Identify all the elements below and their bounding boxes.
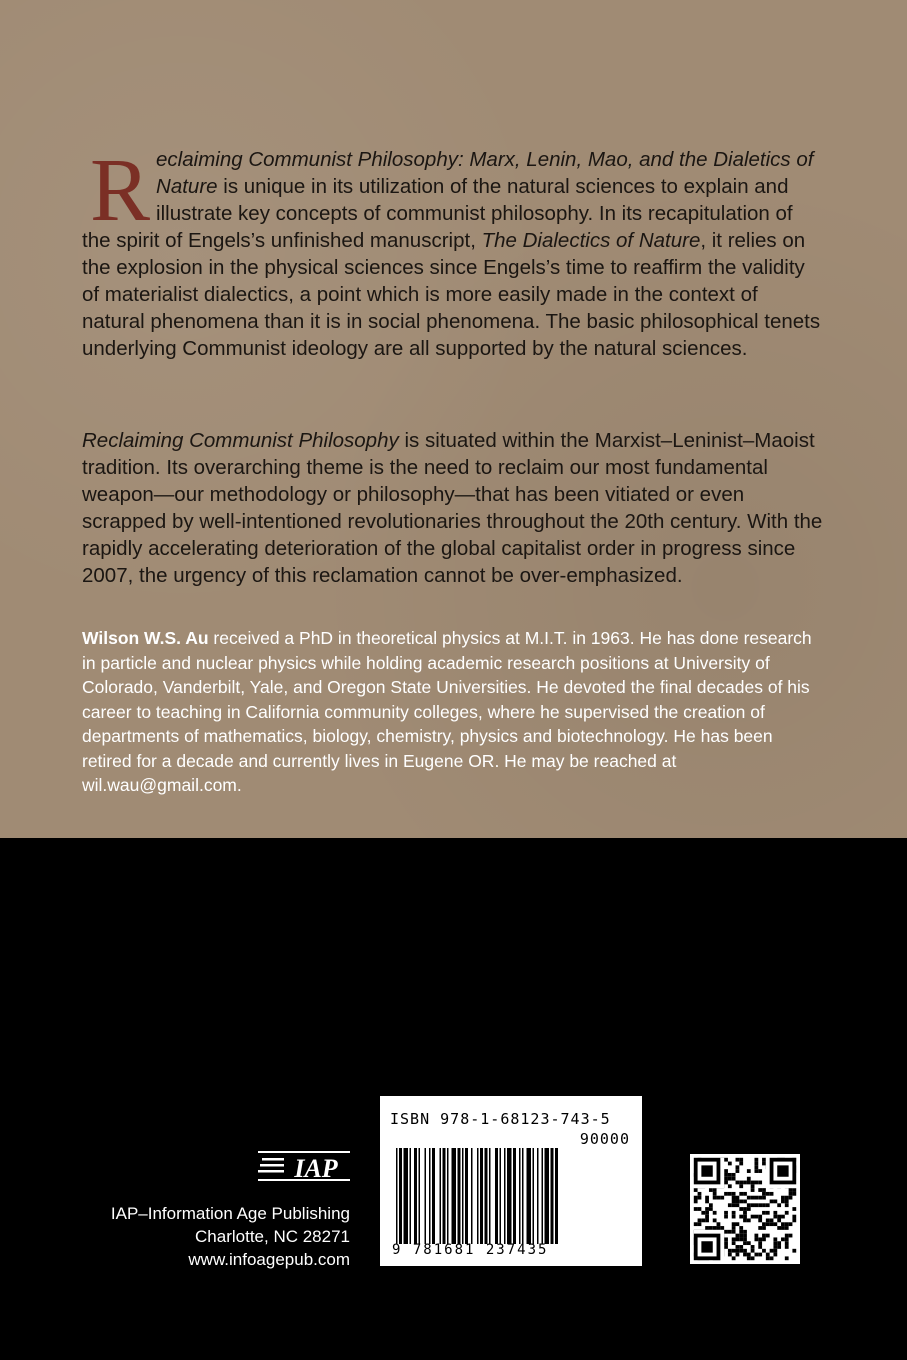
publisher-location: Charlotte, NC 28271	[195, 1227, 350, 1246]
isbn-number: ISBN 978-1-68123-743-5	[390, 1110, 611, 1128]
qr-code-icon	[690, 1154, 800, 1264]
drop-cap: R	[90, 141, 151, 240]
publisher-website: www.infoagepub.com	[188, 1250, 350, 1269]
author-name: Wilson W.S. Au	[82, 628, 209, 648]
author-bio-text: received a PhD in theoretical physics at M.I.T. in 1963. He has done research in particle and nuclear physics while holding academic research positions at University of Colorado, Vanderbilt, Yale, and Oregon State Universities. He devoted the final decades of his career to teaching in California community colleges, where he supervised the creation of departments of mathematics, biology, chemistry, physics and biotechnology. He has been retired for a decade and currently lives in Eugene OR. He may be reached at wil.wau@gmail.com.	[82, 628, 812, 795]
publisher-info	[60, 1202, 350, 1271]
publisher-name: IAP–Information Age Publishing	[110, 1204, 350, 1223]
description-text: is situated within the Marxist–Leninist–Maoist tradition. Its overarching theme is the need to reclaim our most fundamental weapon—our methodology or philosophy—that has been vitiated or even scrapped by well-intentioned revolutionaries throughout the 20th century. With the rapidly accelerating deterioration of the global capitalist order in progress since 2007, the urgency of this reclamation cannot be over-emphasized.	[82, 429, 823, 587]
price-code: 90000	[579, 1130, 630, 1148]
book-title-italic: eclaiming Communist Philosophy: Marx, Lenin, Mao, and the Dialetics of Nature	[156, 148, 814, 198]
isbn-barcode	[380, 1096, 642, 1266]
referenced-title-italic: The Dialectics of Nature	[481, 229, 701, 252]
description-text: is unique in its utilization of the natural sciences to explain and illustrate key concepts of communist philosophy. In its recapitulation of the spirit of Engels’s unfinished manuscript,	[82, 175, 793, 252]
description-paragraph-1	[82, 141, 826, 362]
author-bio	[82, 626, 826, 798]
description-paragraph-2	[82, 427, 826, 589]
iap-logo-icon	[258, 1148, 350, 1184]
barcode-digits: 9 781681 237435	[392, 1242, 549, 1258]
barcode-bars-icon	[390, 1148, 634, 1244]
description-text: , it relies on the explosion in the physical sciences since Engels’s time to reaffirm the validity of materialist dialectics, a point which is more easily made in the context of natural phenomena than it is in social phenomena. The basic philosophical tenets underlying Communist ideology are all supported by the natural sciences.	[82, 229, 821, 360]
book-title-italic: Reclaiming Communist Philosophy	[82, 429, 399, 452]
iap-logo-text: IAP	[294, 1154, 338, 1183]
